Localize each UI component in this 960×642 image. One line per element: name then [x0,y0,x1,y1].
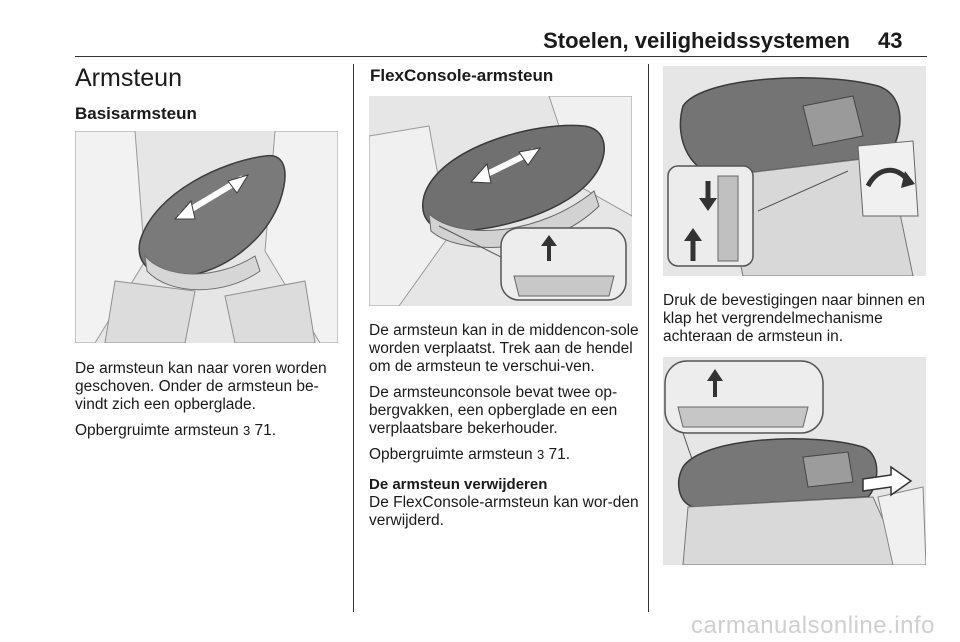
illustration-basic-armrest [75,131,338,343]
section-title: Armsteun [75,64,182,92]
subtitle-flexconsole: FlexConsole-armsteun [370,66,554,85]
watermark: carmanualsonline.info [691,612,935,639]
header-rule [75,56,927,57]
ref-text: Opbergruimte armsteun [75,422,239,439]
page-number: 43 [878,28,903,53]
paragraph: De armsteun kan in de middencon-sole worden verplaatst. Trek aan de hendel om de armsteun te verschui-ven. [369,322,639,375]
subtitle-basic-armrest: Basisarmsteun [75,104,197,123]
page-reference-icon: 3 [243,423,251,438]
illustration-flexconsole-armrest [369,96,632,306]
page-reference-icon: 3 [537,447,545,462]
column-divider-2 [648,64,649,612]
column-divider-1 [353,64,354,612]
sub-heading-remove-armrest: De armsteun verwijderen [369,476,548,493]
paragraph: Druk de bevestigingen naar binnen en klap het vergrendelmechanisme achteraan de armsteun in. [663,292,925,345]
paragraph: De FlexConsole-armsteun kan wor-den verwijderd. [369,494,639,529]
cross-reference[interactable] [369,446,639,464]
cross-reference[interactable] [75,422,345,440]
ref-page: 71. [548,446,571,463]
illustration-release-latches [663,66,926,276]
paragraph: De armsteun kan naar voren worden geschoven. Onder de armsteun be-vindt zich een opberglade. [75,360,327,413]
paragraph: De armsteunconsole bevat twee op-bergvakken, een opberglade en een verplaatsbare bekerhouder. [369,384,618,437]
running-header-title: Stoelen, veiligheidssystemen [543,28,850,53]
ref-page: 71. [254,422,277,439]
illustration-remove-armrest [663,357,926,565]
ref-text: Opbergruimte armsteun [369,446,533,463]
